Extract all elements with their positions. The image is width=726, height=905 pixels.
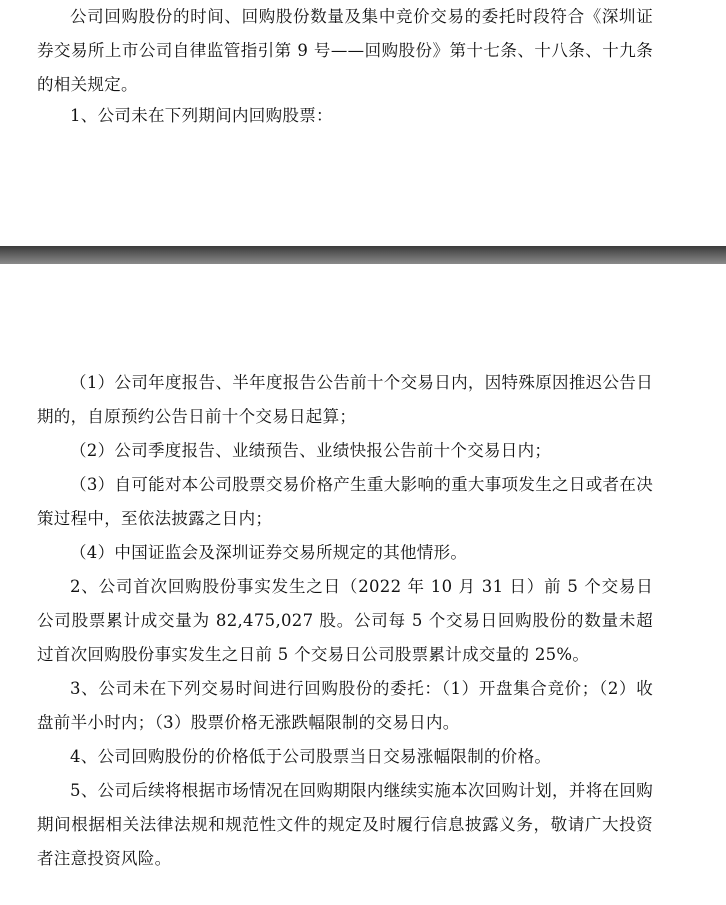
paragraph-compliance-statement: 公司回购股份的时间、回购股份数量及集中竞价交易的委托时段符合《深圳证券交易所上市公司自律监管指引第 9 号——回购股份》第十七条、十八条、十九条的相关规定。 [37,7,653,94]
paragraph-subitem-2: （2）公司季度报告、业绩预告、业绩快报公告前十个交易日内； [70,441,552,460]
paragraph-item-1-heading: 1、公司未在下列期间内回购股票： [70,106,333,125]
page-break-separator [0,246,726,264]
paragraph-item-3: 3、公司未在下列交易时间进行回购股份的委托：（1）开盘集合竞价；（2）收盘前半小时内；（3）股票价格无涨跌幅限制的交易日内。 [37,679,653,732]
paragraph-subitem-1: （1）公司年度报告、半年度报告公告前十个交易日内，因特殊原因推迟公告日期的，自原预约公告日前十个交易日起算； [37,373,653,426]
paragraph-item-2: 2、公司首次回购股份事实发生之日（2022 年 10 月 31 日）前 5 个交易日公司股票累计成交量为 82,475,027 股。公司每 5 个交易日回购股份的数量未超过首次回购股份事实发生之日前 5 个交易日公司股票累计成交量的 25%。 [37,577,653,664]
paragraph-subitem-4: （4）中国证监会及深圳证券交易所规定的其他情形。 [70,543,468,562]
paragraph-item-5: 5、公司后续将根据市场情况在回购期限内继续实施本次回购计划，并将在回购期间根据相关法律法规和规范性文件的规定及时履行信息披露义务，敬请广大投资者注意投资风险。 [37,781,653,868]
paragraph-subitem-3: （3）自可能对本公司股票交易价格产生重大影响的重大事项发生之日或者在决策过程中，至依法披露之日内； [37,475,653,528]
paragraph-item-4: 4、公司回购股份的价格低于公司股票当日交易涨幅限制的价格。 [70,747,552,766]
